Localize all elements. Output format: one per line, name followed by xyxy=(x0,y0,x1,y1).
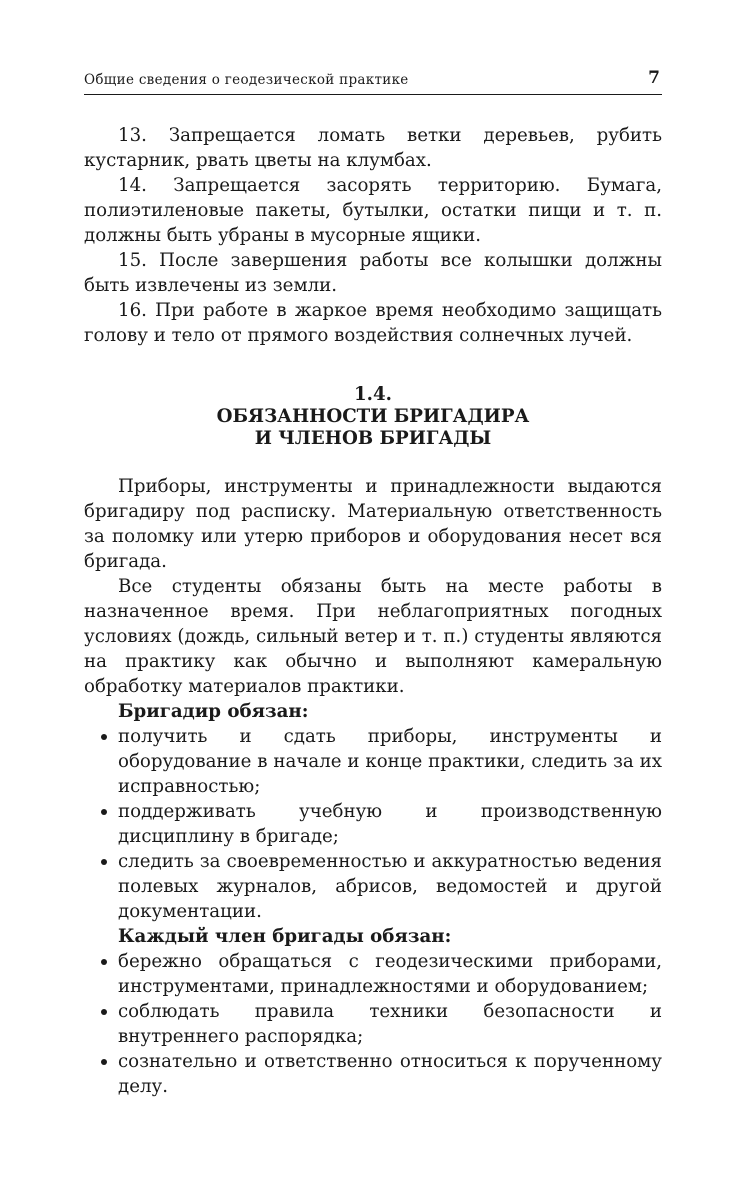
list-item: поддерживать учебную и производственную дисциплину в бригаде; xyxy=(84,799,662,849)
list-item: соблюдать правила техники безопасности и внутреннего распорядка; xyxy=(84,999,662,1049)
list-item: следить за своевременностью и аккуратностью ведения полевых журналов, абрисов, ведомостей и другой документации. xyxy=(84,849,662,924)
page-number: 7 xyxy=(648,68,660,88)
rule-15: 15. После завершения работы все колышки должны быть извлечены из земли. xyxy=(84,250,662,296)
page-content xyxy=(84,123,662,1099)
paragraph-equipment: Приборы, инструменты и принадлежности выдаются бригадиру под расписку. Материальную ответственность за поломку или утерю приборов и оборудования несет вся бригада. xyxy=(84,476,662,572)
running-title: Общие сведения о геодезической практике xyxy=(84,72,409,88)
list-item: сознательно и ответственно относиться к порученному делу. xyxy=(84,1049,662,1099)
rule-13: 13. Запрещается ломать ветки деревьев, рубить кустарник, рвать цветы на клумбах. xyxy=(84,125,662,171)
section-title-line-2: И ЧЛЕНОВ БРИГАДЫ xyxy=(254,428,492,449)
foreman-heading: Бригадир обязан: xyxy=(118,701,309,722)
foreman-duties-list xyxy=(84,724,662,924)
list-item: бережно обращаться с геодезическими приборами, инструментами, принадлежностями и оборудованием; xyxy=(84,949,662,999)
running-head xyxy=(84,64,662,95)
member-heading: Каждый член бригады обязан: xyxy=(118,926,452,947)
section-number: 1.4. xyxy=(354,384,392,405)
section-heading xyxy=(84,384,662,450)
rule-16: 16. При работе в жаркое время необходимо защищать голову и тело от прямого воздействия солнечных лучей. xyxy=(84,300,662,346)
list-item: получить и сдать приборы, инструменты и оборудование в начале и конце практики, следить за их исправностью; xyxy=(84,724,662,799)
member-duties-list xyxy=(84,949,662,1099)
paragraph-attendance: Все студенты обязаны быть на месте работы в назначенное время. При неблагоприятных погодных условиях (дождь, сильный ветер и т. п.) студенты являются на практику как обычно и выполняют камеральную обработку материалов практики. xyxy=(84,576,662,697)
rule-14: 14. Запрещается засорять территорию. Бумага, полиэтиленовые пакеты, бутылки, остатки пищи и т. п. должны быть убраны в мусорные ящики. xyxy=(84,175,662,246)
section-title-line-1: ОБЯЗАННОСТИ БРИГАДИРА xyxy=(216,406,530,427)
